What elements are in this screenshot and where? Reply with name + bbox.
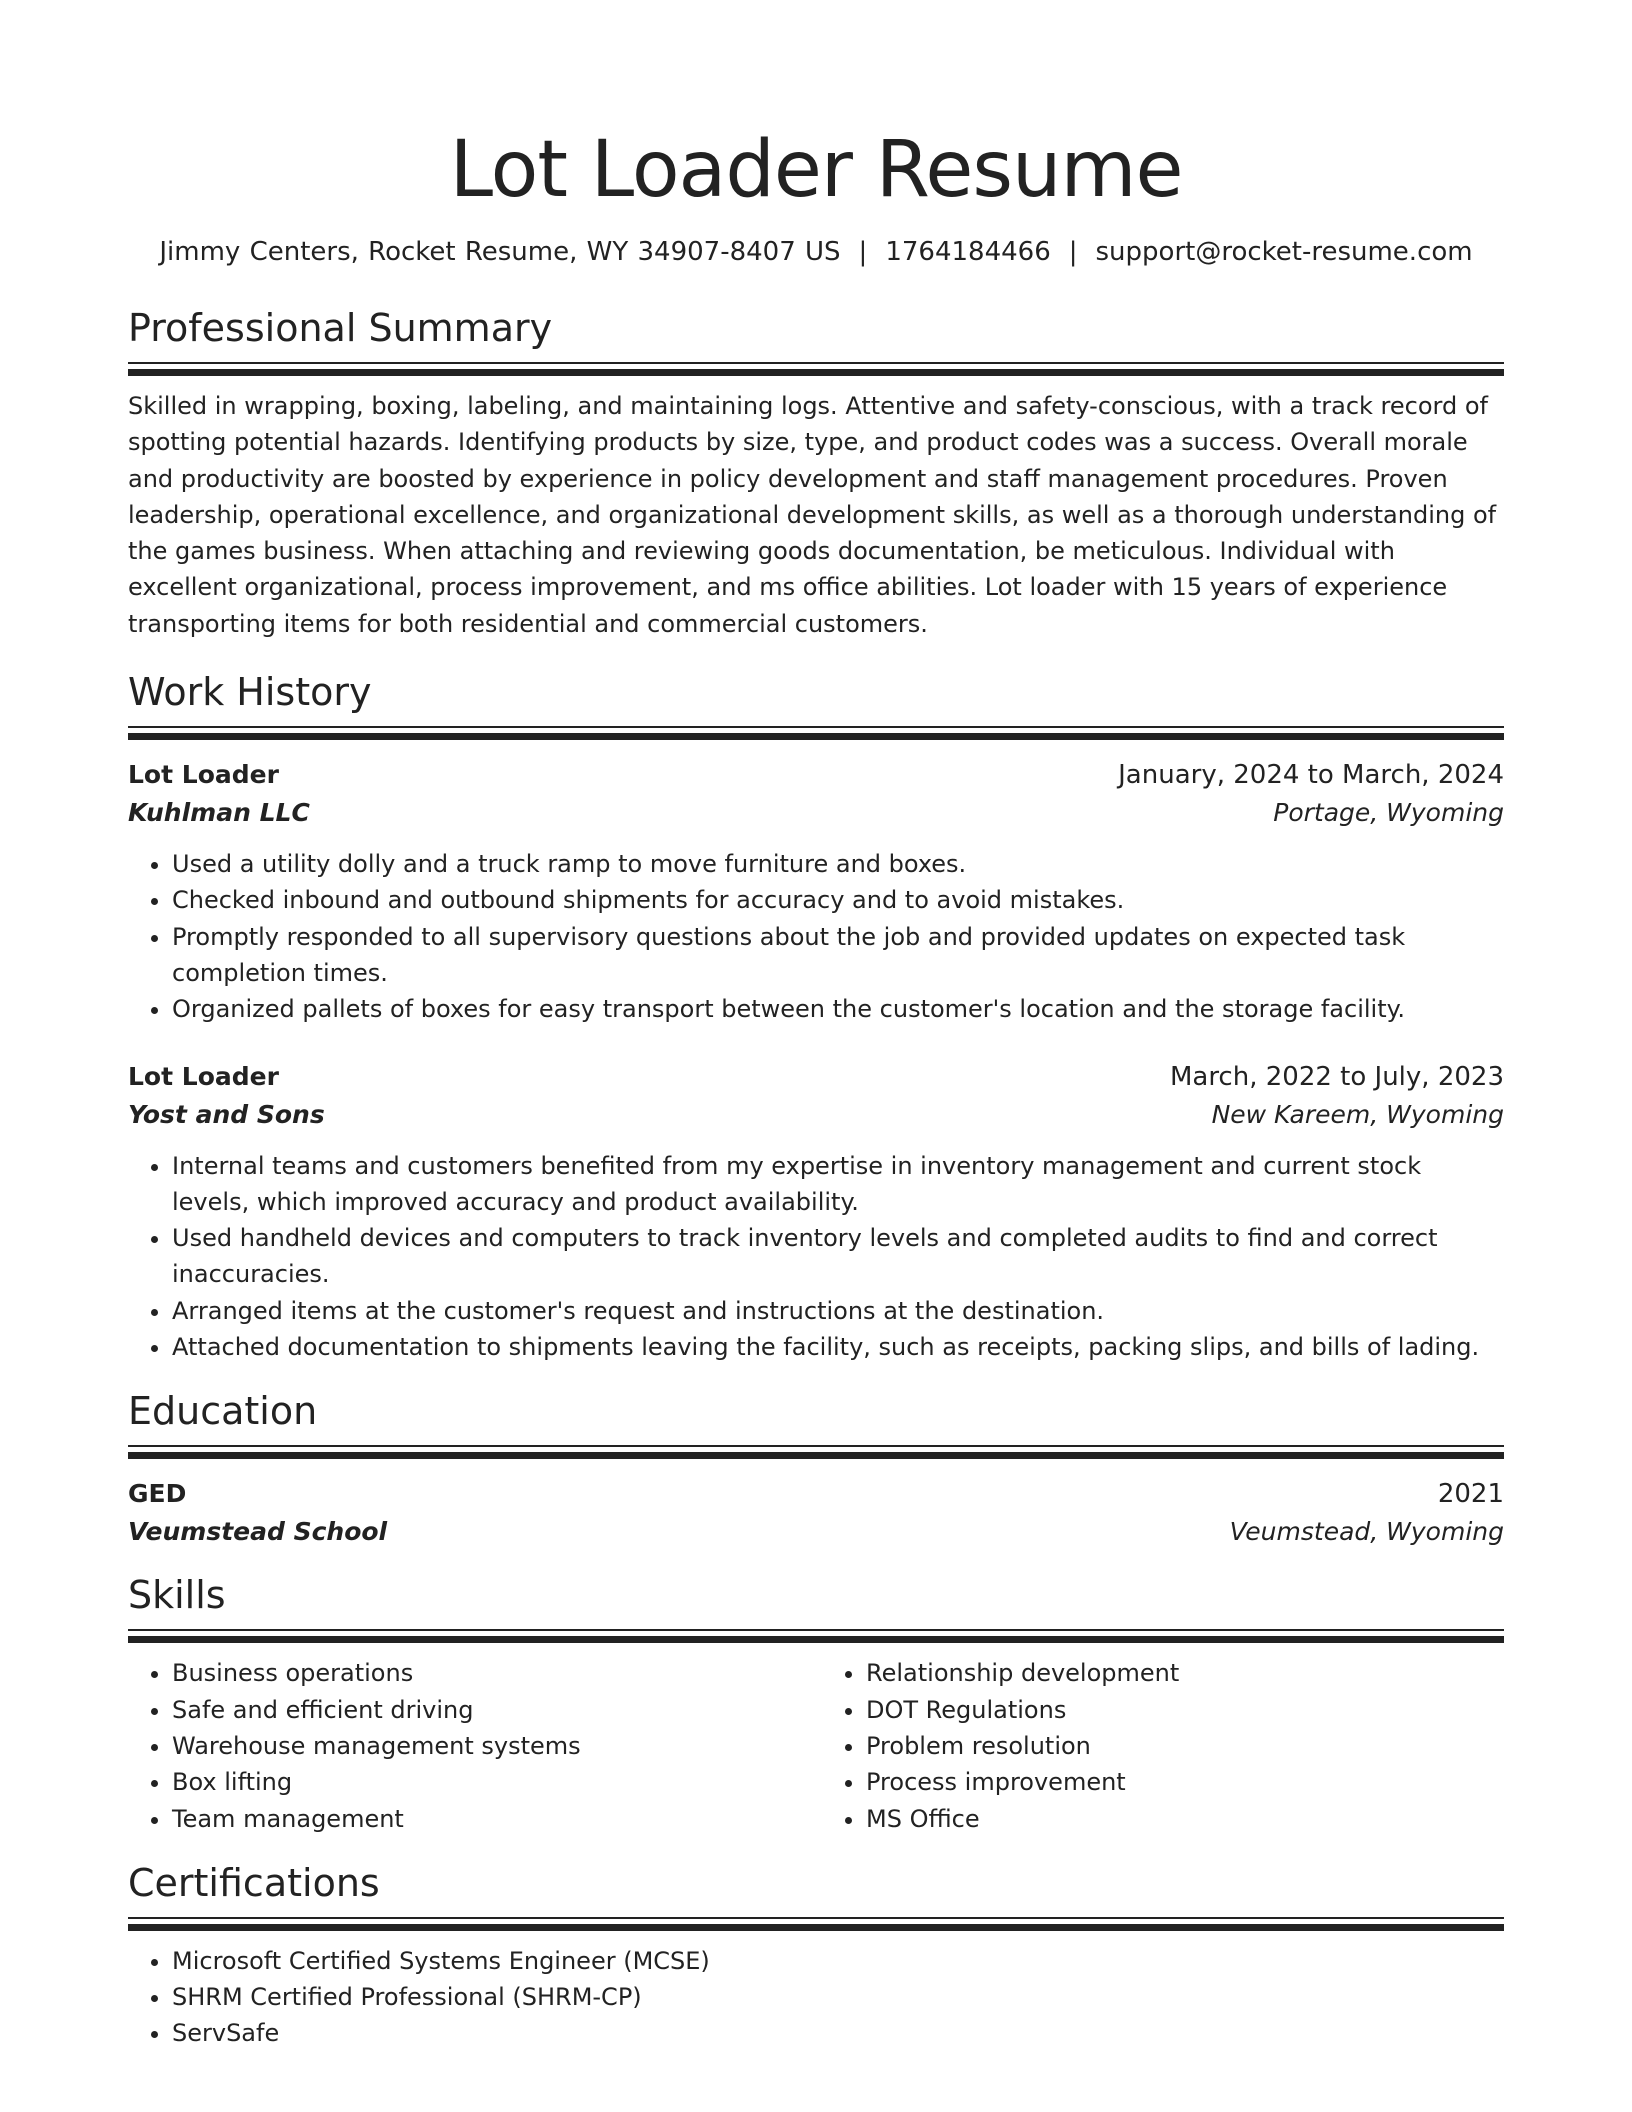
list-item: • Box lifting	[172, 1764, 816, 1800]
list-item: • Safe and efficient driving	[172, 1692, 816, 1728]
section-title-summary: Professional Summary	[128, 306, 553, 350]
skills-list-left	[128, 1655, 816, 1836]
skills-list-right	[816, 1655, 1504, 1836]
job-bullets	[128, 846, 1504, 1027]
section-title-work: Work History	[128, 670, 372, 715]
section-divider	[128, 1445, 1504, 1447]
contact-separator: |	[858, 237, 868, 267]
job-dates: January, 2024 to March, 2024	[1118, 760, 1504, 791]
section-divider	[128, 726, 1504, 728]
list-item: • Process improvement	[866, 1764, 1504, 1800]
job-company: Kuhlman LLC	[128, 798, 310, 828]
contact-line	[128, 234, 1504, 270]
list-item: • Organized pallets of boxes for easy transport between the customer's location and the storage facility.	[172, 991, 1504, 1027]
list-item: • ServSafe	[172, 2015, 1504, 2051]
page-title: Lot Loader Resume	[449, 125, 1183, 215]
contact-email: support@rocket-resume.com	[1095, 237, 1473, 267]
list-item: • Checked inbound and outbound shipments for accuracy and to avoid mistakes.	[172, 882, 1504, 918]
job-bullets	[128, 1148, 1504, 1366]
list-item: • Relationship development	[866, 1655, 1504, 1691]
job-dates: March, 2022 to July, 2023	[1169, 1061, 1504, 1092]
section-divider	[128, 1924, 1504, 1931]
work-section	[128, 668, 1504, 1365]
certifications-section	[128, 1859, 1504, 2052]
list-item: • Problem resolution	[866, 1728, 1504, 1764]
job-company: Yost and Sons	[128, 1099, 325, 1129]
contact-separator: |	[1068, 237, 1078, 267]
list-item: • Attached documentation to shipments leaving the facility, such as receipts, packing slips, and bills of lading.	[172, 1329, 1504, 1365]
education-degree: GED	[128, 1479, 187, 1509]
section-divider	[128, 1452, 1504, 1459]
list-item: • SHRM Certified Professional (SHRM-CP)	[172, 1979, 1504, 2015]
section-title-education: Education	[128, 1389, 318, 1434]
list-item: • DOT Regulations	[866, 1692, 1504, 1728]
job-location: New Kareem, Wyoming	[1211, 1099, 1504, 1129]
list-item: • Used a utility dolly and a truck ramp to move furniture and boxes.	[172, 846, 1504, 882]
education-section	[128, 1387, 1504, 1551]
section-divider	[128, 362, 1504, 364]
job-location: Portage, Wyoming	[1273, 798, 1504, 828]
section-divider	[128, 369, 1504, 376]
skills-section	[128, 1571, 1504, 1836]
summary-section	[128, 304, 1504, 642]
list-item: • Team management	[172, 1801, 816, 1837]
education-school: Veumstead School	[128, 1517, 388, 1547]
list-item: • Promptly responded to all supervisory questions about the job and provided updates on expected task completion times.	[172, 919, 1504, 992]
resume-page	[128, 0, 1504, 2052]
section-title-skills: Skills	[128, 1573, 226, 1618]
section-title-certifications: Certifications	[128, 1860, 380, 1905]
contact-address: Jimmy Centers, Rocket Resume, WY 34907-8407 US	[159, 237, 841, 267]
education-entry	[128, 1475, 1504, 1551]
section-divider	[128, 733, 1504, 740]
section-divider	[128, 1917, 1504, 1919]
job-title: Lot Loader	[128, 1061, 279, 1091]
list-item: • Internal teams and customers benefited from my expertise in inventory management and current stock levels, which improved accuracy and product availability.	[172, 1148, 1504, 1221]
education-year: 2021	[1437, 1479, 1504, 1510]
list-item: • Warehouse management systems	[172, 1728, 816, 1764]
job-entry	[128, 756, 1504, 1027]
contact-phone: 1764184466	[885, 237, 1051, 267]
list-item: • Microsoft Certified Systems Engineer (MCSE)	[172, 1943, 1504, 1979]
list-item: • Business operations	[172, 1655, 816, 1691]
list-item: • Used handheld devices and computers to track inventory levels and completed audits to find and correct inaccuracies.	[172, 1220, 1504, 1293]
section-divider	[128, 1629, 1504, 1631]
certifications-list	[128, 1943, 1504, 2052]
skills-grid	[128, 1655, 1504, 1836]
job-title: Lot Loader	[128, 760, 279, 790]
summary-text: Skilled in wrapping, boxing, labeling, and maintaining logs. Attentive and safety-conscious, with a track record of spotting potential hazards. Identifying products by size, type, and product codes was a success. Overall morale and productivity are boosted by experience in policy development and staff management procedures. Proven leadership, operational excellence, and organizational development skills, as well as a thorough understanding of the games business. When attaching and reviewing goods documentation, be meticulous. Individual with excellent organizational, process improvement, and ms office abilities. Lot loader with 15 years of experience transporting items for both residential and commercial customers.	[128, 392, 1497, 638]
job-entry	[128, 1058, 1504, 1366]
list-item: • Arranged items at the customer's request and instructions at the destination.	[172, 1293, 1504, 1329]
section-divider	[128, 1636, 1504, 1643]
education-location: Veumstead, Wyoming	[1229, 1517, 1504, 1547]
list-item: • MS Office	[866, 1801, 1504, 1837]
